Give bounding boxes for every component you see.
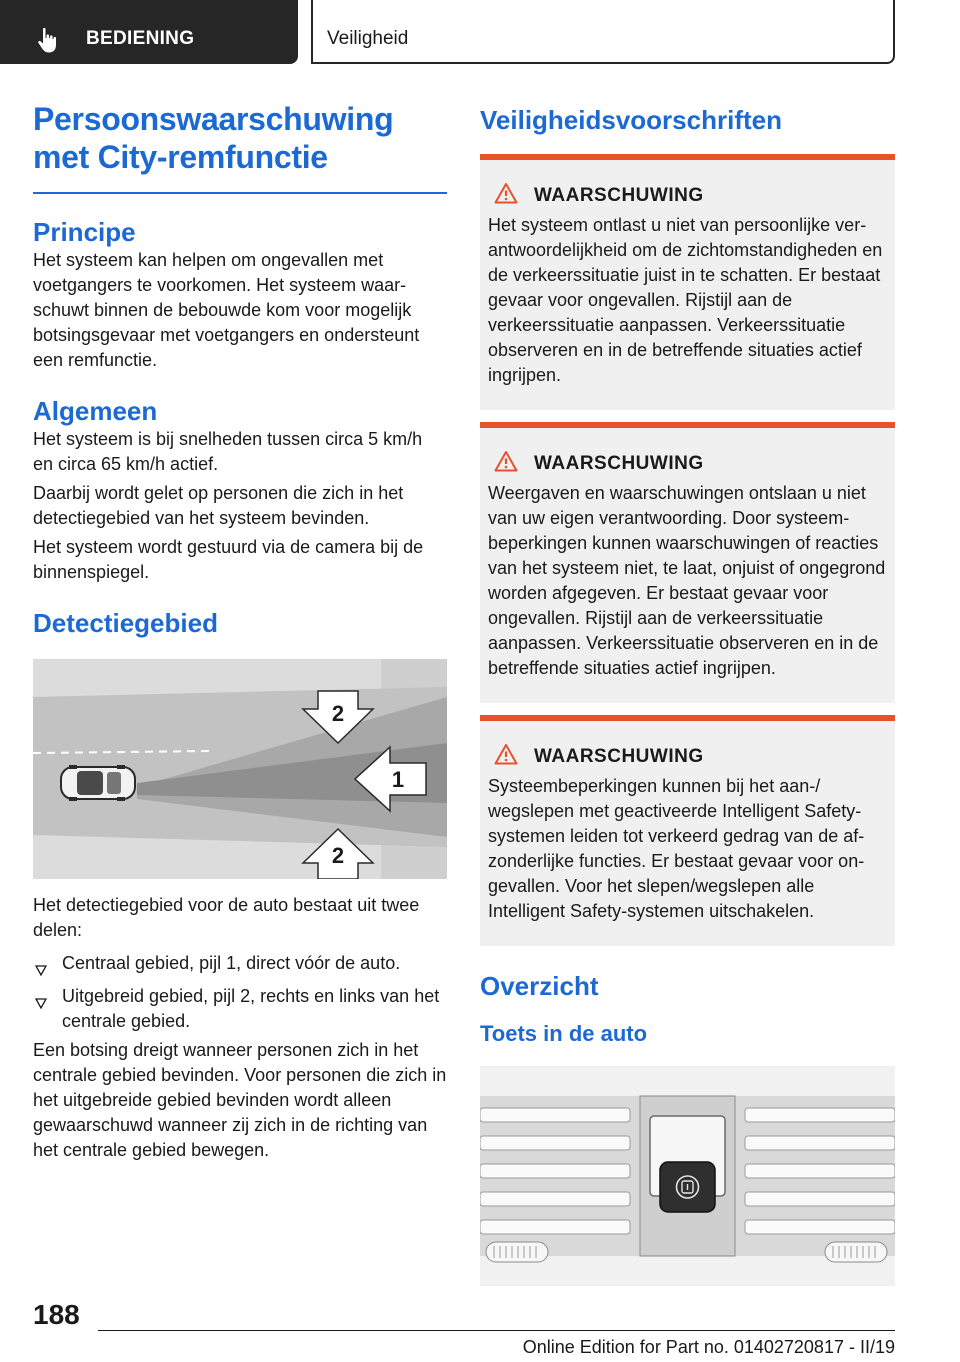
- triangle-bullet-icon: [35, 991, 47, 1016]
- heading-toets-in-de-auto: Toets in de auto: [480, 1021, 648, 1046]
- warning-box: [480, 422, 895, 703]
- algemeen-text-3: Het systeem wordt gestuurd via de camera bij de binnenspiegel.: [33, 537, 424, 582]
- warning-label: WAARSCHUWING: [534, 452, 704, 474]
- list-item: Centraal gebied, pijl 1, direct vóór de auto.: [33, 951, 447, 976]
- touch-hand-icon: [36, 26, 62, 59]
- right-column: [480, 104, 895, 1286]
- algemeen-text-2: Daarbij wordt gelet op personen die zich in het detectiegebied van het systeem bevinden.: [33, 483, 404, 528]
- warning-triangle-icon: [494, 450, 518, 477]
- detectie-intro: Het detectiegebied voor de auto bestaat uit twee delen:: [33, 895, 420, 940]
- heading-overzicht: Overzicht: [480, 971, 599, 1001]
- car-icon: [61, 765, 135, 801]
- detectie-outro: Een botsing dreigt wanneer personen zich in het centrale gebied bevinden. Voor personen die zich in het uitgebreide gebied bevinden wordt alleen gewaarschuwd wanneer zij zich in de richting van het centrale gebied bewegen.: [33, 1040, 447, 1160]
- heading-veiligheidsvoorschriften: Veiligheidsvoorschriften: [480, 105, 782, 135]
- warning-text: Het systeem ontlast u niet van persoonlijke verantwoordelijkheid om de zichtomstandigheden en de verkeerssituatie juist in te schatten. Er bestaat gevaar voor ongevallen. Rijstijl aan de verkeerssituatie aanpassen. Verkeerssituatie observeren en in de betreffende situaties actief ingrijpen.: [488, 215, 883, 385]
- header-section-tab: [0, 0, 298, 64]
- warning-box: [480, 715, 895, 946]
- svg-text:1: 1: [391, 767, 405, 792]
- detection-area-figure: [33, 659, 447, 879]
- section-title: BEDIENING: [86, 28, 195, 49]
- page-title: Persoonswaarschuwing met City-remfunctie: [33, 101, 394, 175]
- subsection-title: Veiligheid: [327, 28, 409, 49]
- warning-text: Weergaven en waarschuwingen ontslaan u niet van uw eigen verantwoording. Door systeembeperkingen kunnen waarschuwingen of reacties van het systeem niet, te laat, onjuist of ongegrond worden afgegeven. Er bestaat gevaar voor ongevallen. Rijstijl aan de verkeerssituatie aanpassen. Verkeerssituatie observeren en in de betreffende situaties actief ingrijpen.: [488, 483, 886, 678]
- left-column: [33, 100, 447, 1163]
- warning-label: WAARSCHUWING: [534, 184, 704, 206]
- detectie-list: [33, 951, 447, 1034]
- triangle-bullet-icon: [35, 958, 47, 983]
- warning-triangle-icon: [494, 743, 518, 770]
- warning-text: Systeembeperkingen kunnen bij het aan-/ wegslepen met geactiveerde Intelligent Safety-systemen leiden tot verkeerd gedrag van de afzonderlijke functies. Er bestaat gevaar voor ongevallen. Voor het slepen/wegslepen alle Intelligent Safety-systemen uitschakelen.: [488, 776, 865, 921]
- list-item: Uitgebreid gebied, pijl 2, rechts en links van het centrale gebied.: [33, 984, 447, 1034]
- heading-principe: Principe: [33, 217, 136, 247]
- warning-label: WAARSCHUWING: [534, 745, 704, 767]
- svg-text:2: 2: [331, 701, 345, 726]
- warning-box: [480, 154, 895, 410]
- algemeen-text-1: Het systeem is bij snelheden tussen circa 5 km/h en circa 65 km/h actief.: [33, 429, 423, 474]
- warning-triangle-icon: [494, 182, 518, 209]
- heading-algemeen: Algemeen: [33, 396, 158, 426]
- svg-text:2: 2: [331, 843, 345, 868]
- page-number: 188: [33, 1299, 80, 1330]
- footer-divider: [98, 1330, 895, 1331]
- header-subsection: [311, 0, 895, 64]
- principe-text: Het systeem kan helpen om ongevallen met voetgangers te voorkomen. Het systeem waarschuwt binnen de bebouwde kom voor mogelijk botsingsgevaar met voetgangers en ondersteunt een remfunctie.: [33, 250, 420, 370]
- button-in-car-figure: [480, 1066, 895, 1286]
- title-divider: [33, 192, 447, 194]
- detection-area-diagram: [33, 659, 447, 879]
- heading-detectiegebied: Detectiegebied: [33, 608, 218, 638]
- edition-info: Online Edition for Part no. 01402720817 - II/19: [522, 1337, 895, 1357]
